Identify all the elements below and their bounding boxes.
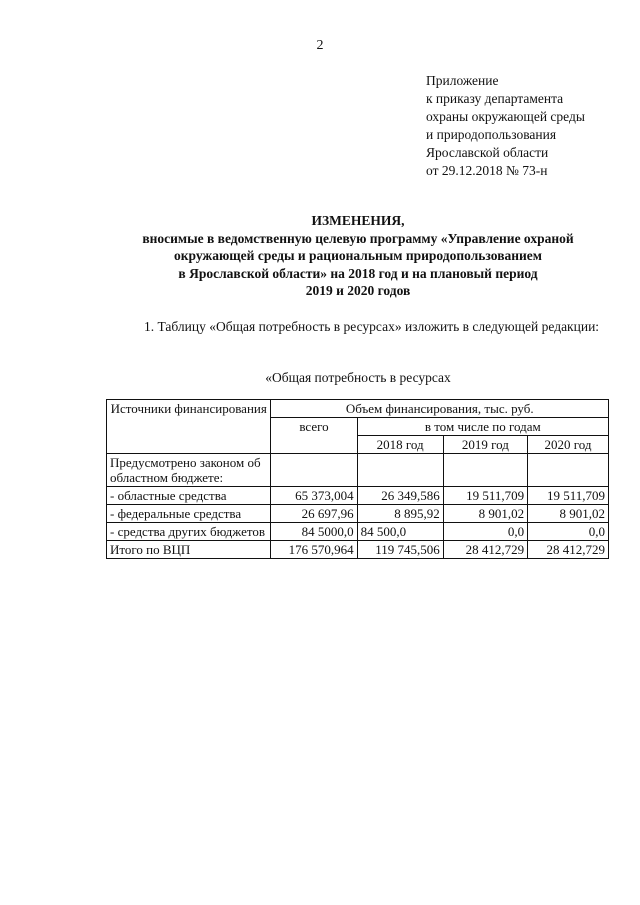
appendix-line: Ярославской области: [426, 145, 549, 160]
cell-2020: 19 511,709: [528, 487, 609, 505]
cell-2019: 28 412,729: [443, 541, 527, 559]
cell-2019: [443, 454, 527, 487]
header-sources: Источники финансирования: [107, 400, 271, 454]
cell-2020: 0,0: [528, 523, 609, 541]
header-by-years: в том числе по годам: [357, 418, 608, 436]
cell-total: [271, 454, 357, 487]
cell-2018: 26 349,586: [357, 487, 443, 505]
cell-2020: [528, 454, 609, 487]
row-label: - областные средства: [107, 487, 271, 505]
table-row: [107, 487, 609, 505]
header-year: 2020 год: [528, 436, 609, 454]
row-label: - средства других бюджетов: [107, 523, 271, 541]
appendix-line: Приложение: [426, 73, 499, 88]
title-line: 2019 и 2020 годов: [305, 283, 411, 298]
appendix-line: охраны окружающей среды: [426, 109, 585, 124]
cell-total: 65 373,004: [271, 487, 357, 505]
cell-2019: 8 901,02: [443, 505, 527, 523]
row-label: - федеральные средства: [107, 505, 271, 523]
body-paragraph: 1. Таблицу «Общая потребность в ресурсах» изложить в следующей редакции:: [144, 319, 600, 334]
cell-2018: 84 500,0: [357, 523, 443, 541]
row-label: Итого по ВЦП: [107, 541, 271, 559]
document-title: [100, 212, 616, 300]
resources-table: [106, 399, 609, 559]
header-year: 2018 год: [357, 436, 443, 454]
header-year: 2019 год: [443, 436, 527, 454]
cell-2020: 28 412,729: [528, 541, 609, 559]
title-line: вносимые в ведомственную целевую программу «Управление охраной: [142, 230, 574, 246]
cell-2018: [357, 454, 443, 487]
appendix-line: к приказу департамента: [426, 91, 564, 106]
header-total: всего: [271, 418, 357, 454]
title-line: окружающей среды и рациональным природопользованием: [174, 248, 542, 263]
table-row: [107, 541, 609, 559]
cell-total: 176 570,964: [271, 541, 357, 559]
cell-2018: 119 745,506: [357, 541, 443, 559]
appendix-line: от 29.12.2018 № 73-н: [426, 163, 548, 178]
row-label: Предусмотрено законом об областном бюджете:: [107, 454, 271, 487]
cell-2018: 8 895,92: [357, 505, 443, 523]
header-volume: Объем финансирования, тыс. руб.: [271, 400, 609, 418]
cell-2019: 0,0: [443, 523, 527, 541]
table-row: [107, 523, 609, 541]
table-header-row: [107, 400, 609, 418]
appendix-line: и природопользования: [426, 127, 557, 142]
table-row: [107, 505, 609, 523]
page-number: 2: [316, 38, 324, 53]
table-caption: «Общая потребность в ресурсах: [265, 370, 451, 385]
table-row: [107, 454, 609, 487]
title-line: в Ярославской области» на 2018 год и на плановый период: [178, 265, 538, 281]
cell-total: 84 5000,0: [271, 523, 357, 541]
cell-2020: 8 901,02: [528, 505, 609, 523]
cell-2019: 19 511,709: [443, 487, 527, 505]
cell-total: 26 697,96: [271, 505, 357, 523]
title-line: ИЗМЕНЕНИЯ,: [311, 213, 405, 228]
appendix-block: [426, 72, 585, 180]
